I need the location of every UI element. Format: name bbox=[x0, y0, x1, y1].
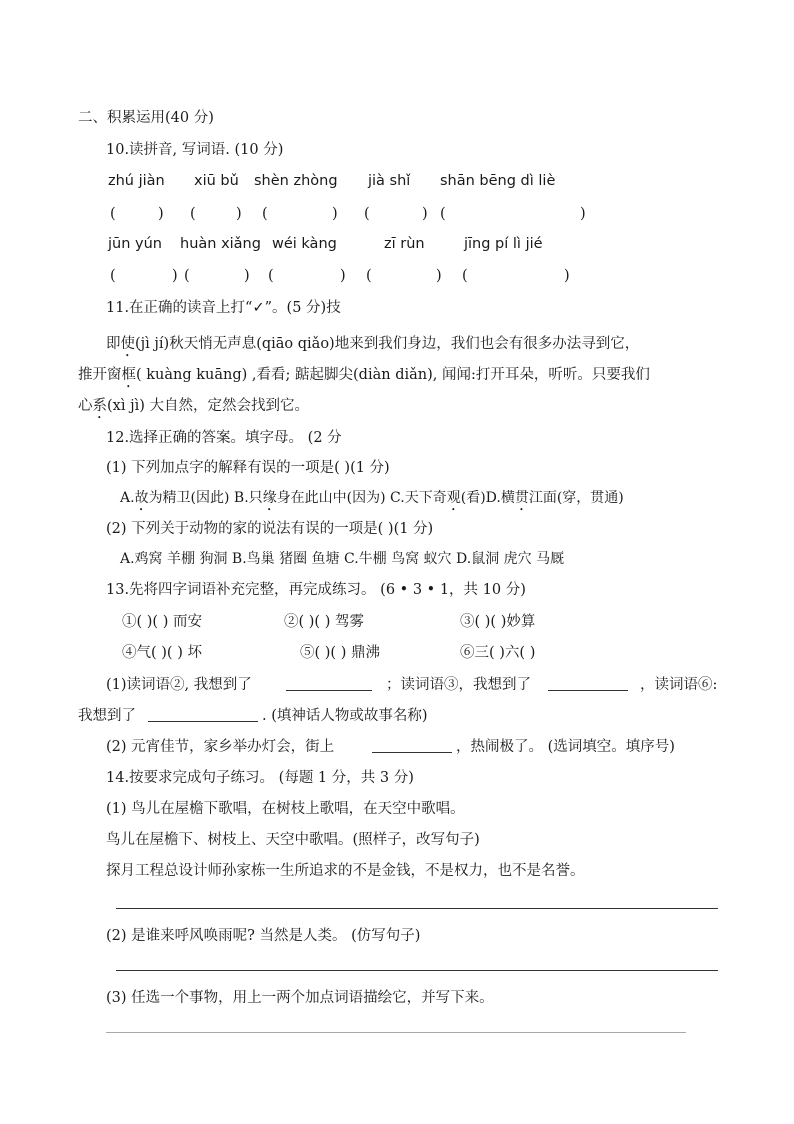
q13-part-1-text: . (填神话人物或故事名称) bbox=[262, 708, 428, 724]
check-mark-icon: ✓ bbox=[252, 300, 265, 316]
q13-part-1-text: 我想到了 bbox=[78, 708, 136, 724]
pinyin-item: shān bēng dì liè bbox=[440, 173, 556, 189]
paren-close: ) bbox=[244, 268, 250, 284]
idiom-item: ⑥三( )六( ) bbox=[460, 645, 536, 661]
paren-close: ) bbox=[172, 268, 178, 284]
q11-passage-line-3: 心系(xì jì) 大自然，定然会找到它。 bbox=[78, 398, 309, 414]
q14-sub-1: (1) 鸟儿在屋檐下歌唱，在树枝上歌唱，在天空中歌唱。 bbox=[106, 801, 465, 817]
paren-close: ) bbox=[580, 206, 586, 222]
paren-open: ( bbox=[190, 206, 196, 222]
q13-part-1-text: ，读词语⑥: bbox=[640, 677, 718, 693]
paren-open: ( bbox=[268, 268, 274, 284]
q13-part-2-text: ，热闹极了。 (选词填空。填序号) bbox=[456, 739, 675, 755]
idiom-item: ⑤( )( ) 鼎沸 bbox=[300, 645, 380, 661]
q14-sub-3: (3) 任选一个事物，用上一两个加点词语描绘它，并写下来。 bbox=[106, 990, 494, 1006]
paren-open: ( bbox=[262, 206, 268, 222]
q14-sub-2: (2) 是谁来呼风唤雨呢? 当然是人类。 (仿写句子) bbox=[106, 928, 421, 944]
pinyin-item: shèn zhòng bbox=[254, 173, 338, 189]
paren-close: ) bbox=[564, 268, 570, 284]
q13-part-2-text: (2) 元宵佳节，家乡举办灯会，街上 bbox=[106, 739, 335, 755]
paren-open: ( bbox=[110, 268, 116, 284]
paren-open: ( bbox=[440, 206, 446, 222]
pinyin-item: zī rùn bbox=[384, 236, 425, 252]
q11-passage-line-2: 推开窗框( kuàng kuāng) ,看看; 踮起脚尖(diàn diǎn), 闻闻:打开耳朵，听听。只要我们 bbox=[78, 367, 650, 383]
answer-line[interactable] bbox=[106, 1032, 686, 1033]
paren-close: ) bbox=[236, 206, 242, 222]
pinyin-item: wéi kàng bbox=[272, 236, 337, 252]
paren-open: ( bbox=[364, 206, 370, 222]
q12-sub-1-options: A.故为精卫(因此) B.只缘身在此山中(因为) C.天下奇观(看)D.横贯江面(穿，贯通) bbox=[120, 490, 624, 506]
paren-open: ( bbox=[110, 206, 116, 222]
paren-close: ) bbox=[332, 206, 338, 222]
idiom-item: ①( )( ) 而安 bbox=[122, 614, 202, 630]
pinyin-item: xiū bǔ bbox=[194, 173, 239, 189]
q10-title: 10.读拼音, 写词语. (10 分) bbox=[106, 142, 284, 158]
idiom-item: ④气( )( ) 坏 bbox=[122, 645, 202, 661]
q13-part-1-text: (1)读词语②, 我想到了 bbox=[106, 677, 252, 693]
paren-open: ( bbox=[184, 268, 190, 284]
paren-close: ) bbox=[422, 206, 428, 222]
pinyin-item: jūn yún bbox=[108, 236, 162, 252]
pinyin-item: jià shǐ bbox=[368, 173, 411, 189]
answer-blank[interactable] bbox=[372, 752, 452, 753]
q12-sub-2-options: A.鸡窝 羊棚 狗洞 B.鸟巢 猪圈 鱼塘 C.牛棚 鸟窝 蚁穴 D.鼠洞 虎穴 马厩 bbox=[120, 551, 565, 567]
q11-title: 11.在正确的读音上打“✓”。(5 分)技 bbox=[106, 300, 341, 316]
section-title: 二、积累运用(40 分) bbox=[78, 110, 214, 126]
idiom-item: ②( )( ) 驾雾 bbox=[284, 614, 364, 630]
answer-blank[interactable] bbox=[148, 721, 258, 722]
answer-line[interactable] bbox=[116, 908, 718, 909]
paren-close: ) bbox=[436, 268, 442, 284]
q13-part-1-text: ；读词语③，我想到了 bbox=[386, 677, 531, 693]
q14-title: 14.按要求完成句子练习。 (每题 1 分，共 3 分) bbox=[106, 770, 414, 786]
answer-line[interactable] bbox=[116, 970, 718, 971]
q12-sub-1: (1) 下列加点字的解释有误的一项是( )(1 分) bbox=[106, 460, 390, 476]
paren-close: ) bbox=[158, 206, 164, 222]
pinyin-item: jīng pí lì jié bbox=[464, 236, 543, 252]
pinyin-item: huàn xiǎng bbox=[180, 236, 261, 252]
q12-sub-2: (2) 下列关于动物的家的说法有误的一项是( )(1 分) bbox=[106, 521, 434, 537]
q14-sub-1-example: 鸟儿在屋檐下、树枝上、天空中歌唱。(照样子，改写句子) bbox=[106, 832, 480, 848]
q14-sub-1-sentence: 探月工程总设计师孙家栋一生所追求的不是金钱，不是权力，也不是名誉。 bbox=[106, 863, 585, 879]
answer-blank[interactable] bbox=[548, 690, 628, 691]
paren-open: ( bbox=[366, 268, 372, 284]
q13-title: 13.先将四字词语补充完整，再完成练习。 (6 • 3 • 1，共 10 分) bbox=[106, 582, 526, 598]
paren-close: ) bbox=[340, 268, 346, 284]
idiom-item: ③( )( )妙算 bbox=[460, 614, 536, 630]
paren-open: ( bbox=[462, 268, 468, 284]
q11-passage-line-1: 即使(jì jí)秋天悄无声息(qiāo qiǎo)地来到我们身边，我们也会有很多办法寻到它， bbox=[106, 336, 640, 352]
pinyin-item: zhú jiàn bbox=[108, 173, 165, 189]
answer-blank[interactable] bbox=[286, 690, 372, 691]
q12-title: 12.选择正确的答案。填字母。 (2 分 bbox=[106, 430, 342, 446]
